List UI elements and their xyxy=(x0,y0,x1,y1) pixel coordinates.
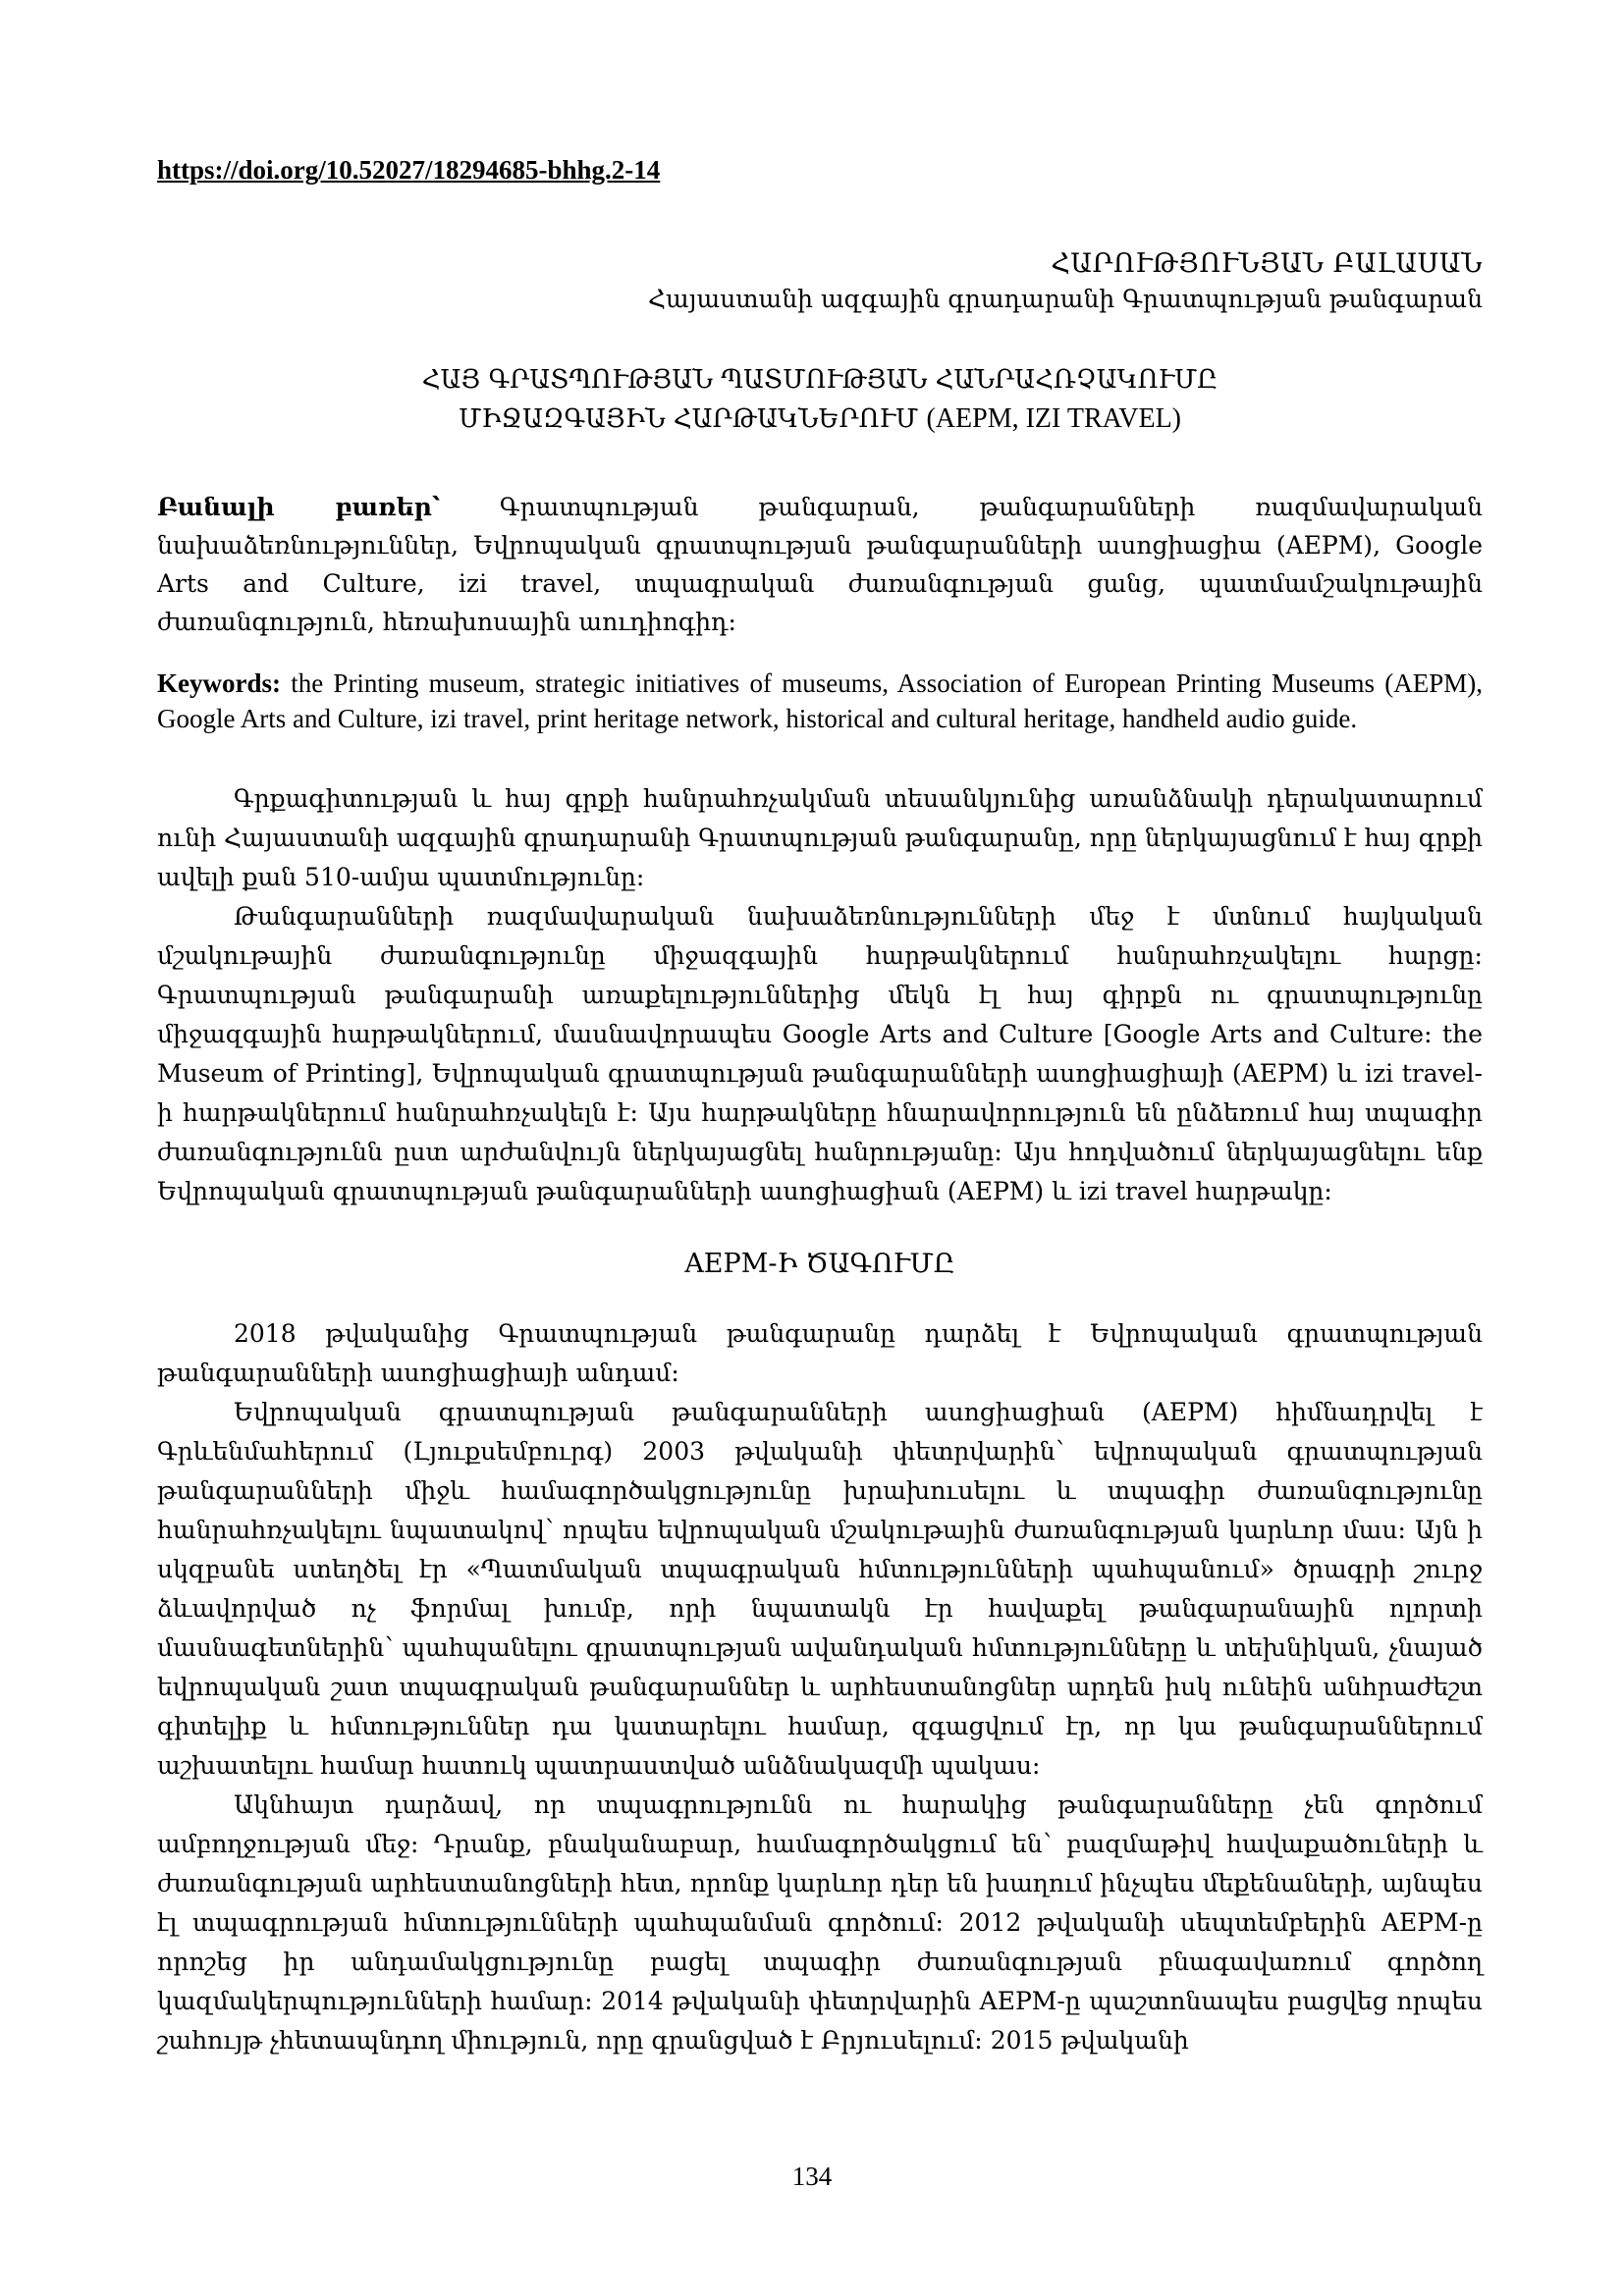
article-title xyxy=(157,360,1483,439)
title-line-1: ՀԱՅ ԳՐԱՏՊՈՒԹՅԱՆ ՊԱՏՄՈՒԹՅԱՆ ՀԱՆՐԱՀՌՉԱԿՈՒՄԸ xyxy=(421,365,1218,395)
keywords-armenian xyxy=(157,488,1483,641)
doi-link[interactable]: https://doi.org/10.52027/18294685-bhhg.2-14 xyxy=(157,155,661,185)
title-line-2-latin: (AEPM, IZI TRAVEL) xyxy=(926,403,1181,434)
article-page xyxy=(157,147,1483,2060)
body-paragraph: Ակնհայտ դարձավ, որ տպագրությունն ու հարակից թանգարանները չեն գործում ամբողջության մեջ։ Դրանք, բնականաբար, համագործակցում են՝ բազմաթիվ հավաքածուների և ժառանգության արհեստանոցների հետ, որոնք կարևոր դեր են խաղում ինչպես մեքենաների, այնպես էլ տպագրության հմտությունների պահպանման գործում։ 2012 թվականի սեպտեմբերին AEPM-ը որոշեց իր անդամակցությունը բացել տպագիր ժառանգության բնագավառում գործող կազմակերպությունների համար։ 2014 թվականի փետրվարին AEPM-ը պաշտոնապես բացվեց որպես շահույթ չհետապնդող միություն, որը գրանցված է Բրյուսելում։ 2015 թվականի xyxy=(157,1790,1483,2055)
body-paragraph: Եվրոպական գրատպության թանգարանների ասոցիացիան (AEPM) հիմնադրվել է Գրևենմաhերում (Լյուքսեմբուրգ) 2003 թվականի փետրվարին՝ եվրոպական գրատպության թանգարանների միջև համագործակցությունը խրախուսելու և տպագիր ժառանգությունը հանրահռչակելու նպատակով՝ որպես եվրոպական մշակութային ժառանգության կարևոր մաս։ Այն ի սկզբանե ստեղծել էր «Պատմական տպագրական հմտությունների պահպանում» ծրագրի շուրջ ձևավորված ոչ ֆորմալ խումբ, որի նպատակն էր հավաքել թանգարանային ոլորտի մասնագետներին՝ պահպանելու գրատպության ավանդական հմտությունները և տեխնիկան, չնայած եվրոպական շատ տպագրական թանգարաններ և արհեստանոցներ արդեն իսկ ունեին անհրաժեշտ գիտելիք և հմտություններ դա կատարելու համար, զգացվում էր, որ կա թանգարաններում աշխատելու համար հատուկ պատրաստված անձնակազմի պակաս։ xyxy=(157,1398,1483,1780)
author-affiliation: Հայաստանի ազգային գրադարանի Գրատպության թանգարան xyxy=(648,285,1483,313)
keywords-english xyxy=(157,666,1483,736)
author-name: ՀԱՐՈՒԹՅՈՒՆՅԱՆ ԲԱԼԱՍԱՆ xyxy=(1051,248,1483,279)
page-number: 134 xyxy=(791,2162,833,2191)
body-paragraph: Թանգարանների ռազմավարական նախաձեռնությունների մեջ է մտնում հայկական մշակութային ժառանգությունը միջազգային հարթակներում հանրահռչակելու հարցը։ Գրատպության թանգարանի առաքելություններից մեկն էլ հայ գիրքն ու գրատպությունը միջազգային հարթակներում, մասնավորապես Google Arts and Culture [Google Arts and Culture: the Museum of Printing], Եվրոպական գրատպության թանգարանների ասոցիացիայի (AEPM) և izi travel-ի հարթակներում հանրահռչակելն է։ Այս հարթակները հնարավորություն են ընձեռում հայ տպագիր ժառանգությունն ըստ արժանվույն ներկայացնել հանրությանը։ Այս հոդվածում ներկայացնելու ենք Եվրոպական գրատպության թանգարանների ասոցիացիան (AEPM) և izi travel հարթակը։ xyxy=(157,902,1483,1205)
title-line-2-armenian: ՄԻՋԱԶԳԱՅԻՆ ՀԱՐԹԱԿՆԵՐՈՒՄ xyxy=(458,404,919,434)
keywords-english-text: the Printing museum, strategic initiatives of museums, Association of European Printing Museums (AEPM), Google Arts and Culture, izi travel, print heritage network, historical and cultural heritage, handheld audio guide. xyxy=(157,668,1483,733)
keywords-armenian-text: Գրատպության թանգարան, թանգարանների ռազմավարական նախաձեռնություններ, Եվրոպական գրատպության թանգարանների ասոցիացիա (AEPM), Google Arts and Culture, izi travel, տպագրական ժառանգության ցանց, պատմամշակութային ժառանգություն, հեռախոսային աուդիոգիդ։ xyxy=(157,493,1484,636)
section-heading: AEPM-Ի ԾԱԳՈՒՄԸ xyxy=(684,1249,955,1279)
keywords-armenian-label: Բանալի բառեր՝ xyxy=(157,493,440,521)
keywords-english-label: Keywords: xyxy=(157,668,281,698)
body-paragraph: Գրքագիտության և հայ գրքի հանրահռչակման տեսանկյունից առանձնակի դերակատարում ունի Հայաստանի ազգային գրադարանի Գրատպության թանգարանը, որը ներկայացնում է հայ գրքի ավելի քան 510-ամյա պատմությունը։ xyxy=(157,784,1484,891)
title-line-2 xyxy=(157,400,1483,439)
body-paragraph: 2018 թվականից Գրատպության թանգարանը դարձել է Եվրոպական գրատպության թանգարանների ասոցիացիայի անդամ։ xyxy=(157,1319,1483,1387)
